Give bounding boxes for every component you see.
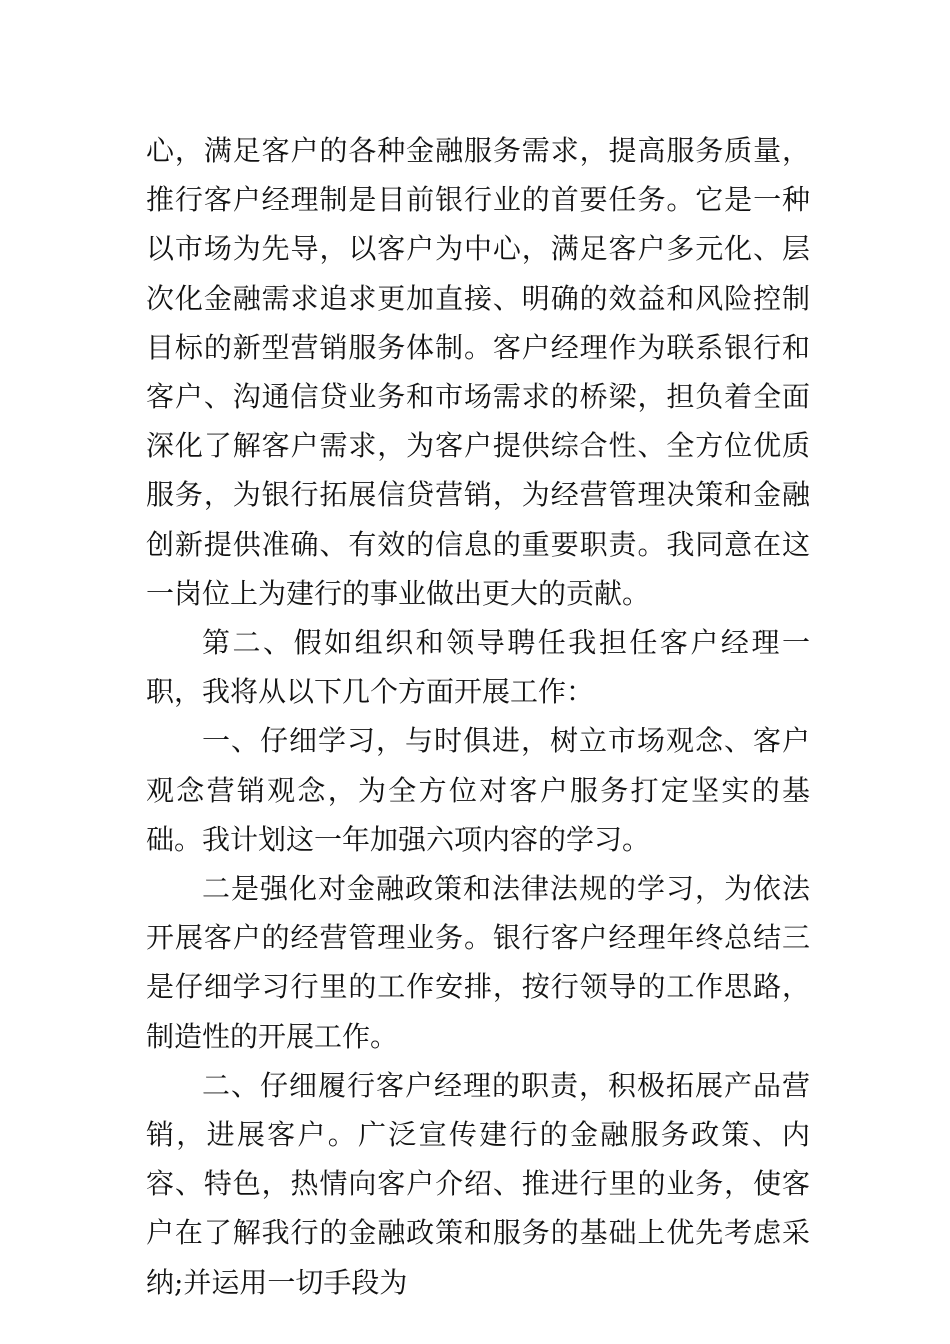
paragraph-2: 第二、假如组织和领导聘任我担任客户经理一职，我将从以下几个方面开展工作： [146, 626, 810, 709]
paragraph-4: 二是强化对金融政策和法律法规的学习，为依法开展客户的经营管理业务。银行客户经理年终总结三是仔细学习行里的工作安排，按行领导的工作思路，制造性的开展工作。 [146, 872, 810, 1053]
paragraph-3: 一、仔细学习，与时俱进，树立市场观念、客户观念营销观念，为全方位对客户服务打定坚实的基础。我计划这一年加强六项内容的学习。 [146, 724, 810, 856]
paragraph-1: 心，满足客户的各种金融服务需求，提高服务质量，推行客户经理制是目前银行业的首要任务。它是一种以市场为先导，以客户为中心，满足客户多元化、层次化金融需求追求更加直接、明确的效益和风险控制目标的新型营销服务体制。客户经理作为联系银行和客户、沟通信贷业务和市场需求的桥梁，担负着全面深化了解客户需求，为客户提供综合性、全方位优质服务，为银行拓展信贷营销，为经营管理决策和金融创新提供准确、有效的信息的重要职责。我同意在这一岗位上为建行的事业做出更大的贡献。 [146, 134, 810, 610]
document-body [146, 126, 810, 1307]
paragraph-5: 二、仔细履行客户经理的职责，积极拓展产品营销，进展客户。广泛宣传建行的金融服务政策、内容、特色，热情向客户介绍、推进行里的业务，使客户在了解我行的金融政策和服务的基础上优先考虑采纳;并运用一切手段为 [146, 1068, 810, 1299]
